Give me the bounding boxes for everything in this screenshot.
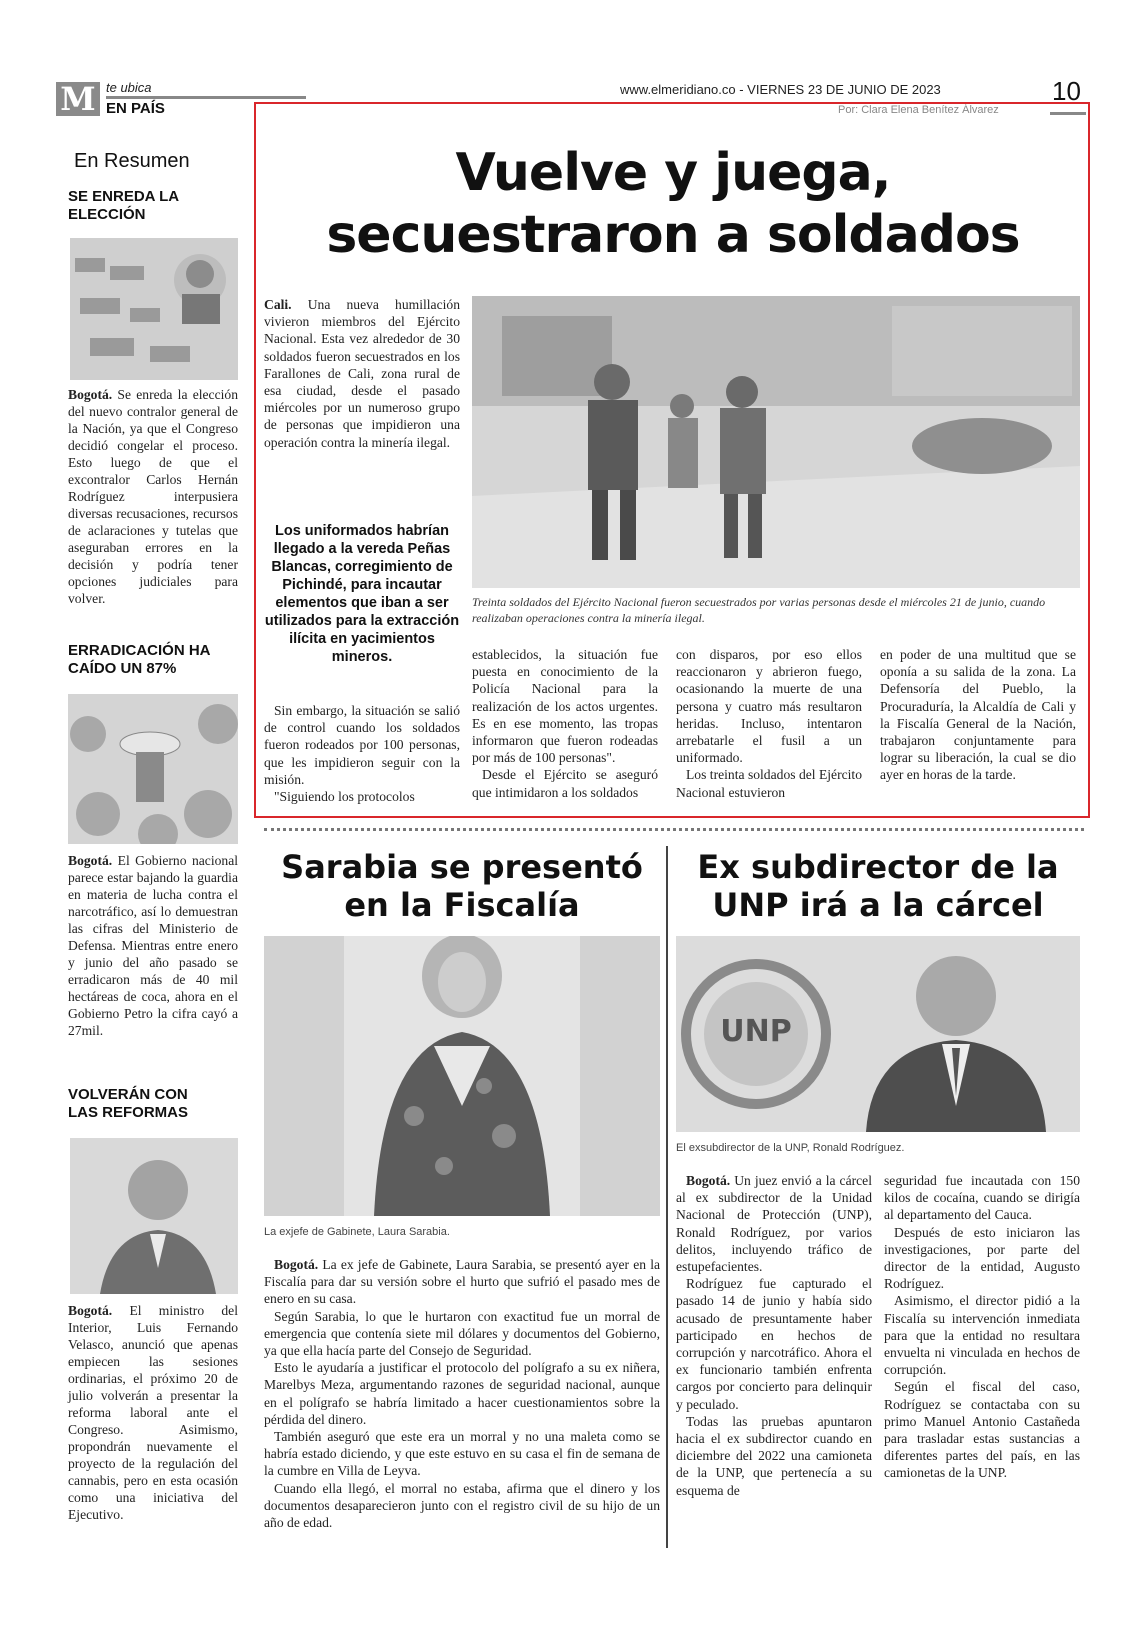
sidebar-body: El Gobierno nacional parece estar bajando la guardia en materia de lucha contra el narcotráfico, así lo demuestran las cifras del Ministerio de Defensa. Mientras entre enero y junio del año pasado se erradicaron más de 40 mil hectáreas de coca, ahora en el Gobierno Petro la cifra cayó a 27mil. xyxy=(68,853,238,1038)
column-divider xyxy=(666,846,668,1548)
main-photo-caption: Treinta soldados del Ejército Nacional fueron secuestrados por varias personas desde el miércoles 21 de junio, cuando realizaban operaciones contra la minería ilegal. xyxy=(472,595,1046,625)
sidebar-body: El ministro del Interior, Luis Fernando Velasco, anunció que apenas empiecen las sesiones ordinarias, el próximo 20 de julio volverán a presentar la reforma laboral ante el Congreso. Asimismo, propondrán nuevamente el proyecto de la regulación del cannabis, pero en esta ocasión como una iniciativa del Ejecutivo. xyxy=(68,1303,238,1522)
sidebar-title: En Resumen xyxy=(74,150,190,172)
sidebar-heading-line: ELECCIÓN xyxy=(68,206,146,223)
main-story-col4: en poder de una multitud que se oponía a su salida de la zona. La Defensoría del Pueblo, la Procuraduría, la Alcaldía de Cali y la Fiscalía General de la Nación, trabajaron conjuntamente para lograr su liberación, la cual se dio ayer en horas de la tarde. xyxy=(880,647,1076,783)
minister-photo xyxy=(70,1138,238,1294)
main-story-col1-p2: Sin embargo, la situación se salió de control cuando los soldados fueron rodeados por 100 personas, que les impidieron seguir con la misión. xyxy=(264,703,460,787)
unp-article-col1 xyxy=(676,1172,872,1499)
sidebar-heading-line: ERRADICACIÓN HA xyxy=(68,642,211,659)
main-story-col3 xyxy=(676,646,862,801)
section-kicker: te ubica xyxy=(106,80,152,95)
minister-illustration xyxy=(70,1138,238,1294)
soldiers-illustration xyxy=(472,296,1080,588)
dateline: Bogotá. xyxy=(686,1173,731,1188)
sidebar-body: Se enreda la elección del nuevo contralor general de la Nación, ya que el Congreso decidió congelar el proceso. Esto luego de que el excontralor Carlos Hernán Rodríguez interpusiera diversas recusaciones, recursos de aclaraciones y tutelas que aseguraban errores en la decisión y podría tener opciones judiciales para volver. xyxy=(68,387,238,606)
headline-line: Ex subdirector de la xyxy=(697,848,1059,886)
unp-logo-text: UNP xyxy=(720,1014,792,1049)
sidebar-heading-line: SE ENREDA LA xyxy=(68,188,180,205)
sidebar-heading-line: VOLVERÁN CON xyxy=(68,1086,188,1103)
dateline: Cali. xyxy=(264,297,292,312)
main-headline xyxy=(258,142,1088,266)
paragraph: con disparos, por eso ellos reaccionaron y abrieron fuego, ocasionando la muerte de una persona y cuatro más resultaron heridas. Incluso, intentaron arrebatarle el fusil a un uniformado. xyxy=(676,647,862,766)
header-meta: www.elmeridiano.co - VIERNES 23 DE JUNIO DE 2023 xyxy=(620,82,941,97)
newspaper-logo: M xyxy=(56,82,100,116)
headline-line: en la Fiscalía xyxy=(344,886,580,924)
section-name: EN PAÍS xyxy=(106,100,165,117)
sarabia-photo-caption: La exjefe de Gabinete, Laura Sarabia. xyxy=(264,1226,450,1238)
section-separator xyxy=(264,828,1084,831)
coca-farmer-illustration xyxy=(68,694,238,844)
sidebar-item-1-text xyxy=(68,386,238,607)
paragraph: También aseguró que este era un morral y no una maleta como se habría estado diciendo, y que este estuvo en su casa el fin de semana de la cumbre en Villa de Leyva. xyxy=(264,1429,660,1479)
congress-photo-illustration xyxy=(70,238,238,380)
paragraph: Después de esto iniciaron las investigaciones, por parte del director de la entidad, Augusto Rodríguez. xyxy=(884,1224,1080,1292)
paragraph: seguridad fue incautada con 150 kilos de cocaína, cuando se dirigía al departamento del Cauca. xyxy=(884,1173,1080,1223)
paragraph: Rodríguez fue capturado el pasado 14 de junio y había sido acusado de presuntamente haber participado en hechos de corrupción y narcotráfico. Ahora el ex funcionario también enfrenta cargos por concierto para delinquir y peculado. xyxy=(676,1276,872,1412)
paragraph xyxy=(676,1172,872,1275)
paragraph: Según el fiscal del caso, Rodríguez se contactaba con su primo Manuel Antonio Castañeda para trasladar estas sustancias a diferentes partes del país, en las camionetas de la UNP. xyxy=(884,1379,1080,1481)
main-story-col1-p3: "Siguiendo los protocolos xyxy=(274,789,415,804)
paragraph: establecidos, la situación fue puesta en conocimiento de la Policía Nacional para la realización de los actos urgentes. Es en ese momento, las tropas informaron que fueron rodeadas por más de 100 personas". xyxy=(472,647,658,766)
unp-photo-caption: El exsubdirector de la UNP, Ronald Rodríguez. xyxy=(676,1142,905,1154)
congress-photo xyxy=(70,238,238,380)
headline-line: Sarabia se presentó xyxy=(281,848,643,886)
dateline: Bogotá. xyxy=(68,387,113,402)
sidebar-item-2-text xyxy=(68,852,238,1039)
dateline: Bogotá. xyxy=(68,853,113,868)
paragraph: Desde el Ejército se aseguró que intimidaron a los soldados xyxy=(472,767,658,800)
sarabia-illustration xyxy=(264,936,660,1216)
byline: Por: Clara Elena Benítez Álvarez xyxy=(838,104,999,116)
sarabia-article-body xyxy=(264,1256,660,1531)
sarabia-headline xyxy=(264,848,660,924)
unp-article-col2 xyxy=(884,1172,1080,1482)
sidebar-item-2-heading xyxy=(68,642,248,678)
paragraph: Una nueva humillación vivieron miembros del Ejército Nacional. Esta vez alrededor de 30 soldados fueron secuestrados en los Farallones de Cali, zona rural de esa ciudad, desde el pasado miércoles por un numeroso grupo de personas que impidieron una operación contra la minería ilegal. xyxy=(264,297,460,450)
paragraph: Los treinta soldados del Ejército Nacional estuvieron xyxy=(676,767,862,800)
sidebar-heading-line: LAS REFORMAS xyxy=(68,1104,188,1121)
paragraph: Según Sarabia, lo que le hurtaron con exactitud fue un morral de emergencia que contenía siete mil dólares y documentos del Gobierno, ya que ella hacía parte del Consejo de Seguridad. xyxy=(264,1308,660,1359)
paragraph-text: La ex jefe de Gabinete, Laura Sarabia, se presentó ayer en la Fiscalía para dar su versión sobre el hurto que sufrió el pasado mes de enero en su casa. xyxy=(264,1257,660,1307)
paragraph: Asimismo, el director pidió a la Fiscalía su intervención inmediata para que la entidad no resultara envuelta ni vinculada en hechos de corrupción. xyxy=(884,1293,1080,1378)
page-number: 10 xyxy=(1052,76,1081,106)
pull-quote: Los uniformados habrían llegado a la vereda Peñas Blancas, corregimiento de Pichindé, para incautar elementos que iban a ser utilizados para la extracción ilícita en yacimientos mineros. xyxy=(264,523,460,665)
main-story-col1-p1 xyxy=(264,296,460,451)
coca-farmer-photo xyxy=(68,694,238,844)
paragraph: Esto le ayudaría a justificar el protocolo del polígrafo a su ex niñera, Marelbys Meza, argumentando razones de seguridad nacional, aunque en el polígrafo se habría limitado a hacer cuestionamientos sobre la pérdida del dinero. xyxy=(264,1360,660,1427)
sarabia-photo xyxy=(264,936,660,1216)
soldiers-photo xyxy=(472,296,1080,588)
sidebar-item-3-text xyxy=(68,1302,238,1523)
main-story-col2 xyxy=(472,646,658,801)
dateline: Bogotá. xyxy=(274,1257,319,1272)
headline-line: Vuelve y juega, xyxy=(455,143,891,203)
sidebar-item-1-heading xyxy=(68,188,248,224)
paragraph: Todas las pruebas apuntaron hacia el ex subdirector cuando en diciembre del 2022 una camioneta de la UNP, que pertenecía a su esquema de xyxy=(676,1413,872,1498)
paragraph-text: Un juez envió a la cárcel al ex subdirector de la Unidad Nacional de Protección (UNP), Ronald Rodríguez, por varios delitos, incluyendo tráfico de estupefacientes. xyxy=(676,1173,872,1275)
dateline: Bogotá. xyxy=(68,1303,113,1318)
headline-line: UNP irá a la cárcel xyxy=(712,886,1044,924)
unp-photo xyxy=(676,936,1080,1132)
header-rule xyxy=(106,96,306,99)
sidebar-item-3-heading xyxy=(68,1086,248,1122)
sidebar-heading-line: CAÍDO UN 87% xyxy=(68,660,177,677)
unp-headline xyxy=(676,848,1080,924)
paragraph: Cuando ella llegó, el morral no estaba, afirma que el dinero y los documentos desaparecieron junto con el registro civil de su hijo de un año de edad. xyxy=(264,1480,660,1531)
paragraph xyxy=(264,1256,660,1308)
headline-line: secuestraron a soldados xyxy=(326,205,1020,265)
